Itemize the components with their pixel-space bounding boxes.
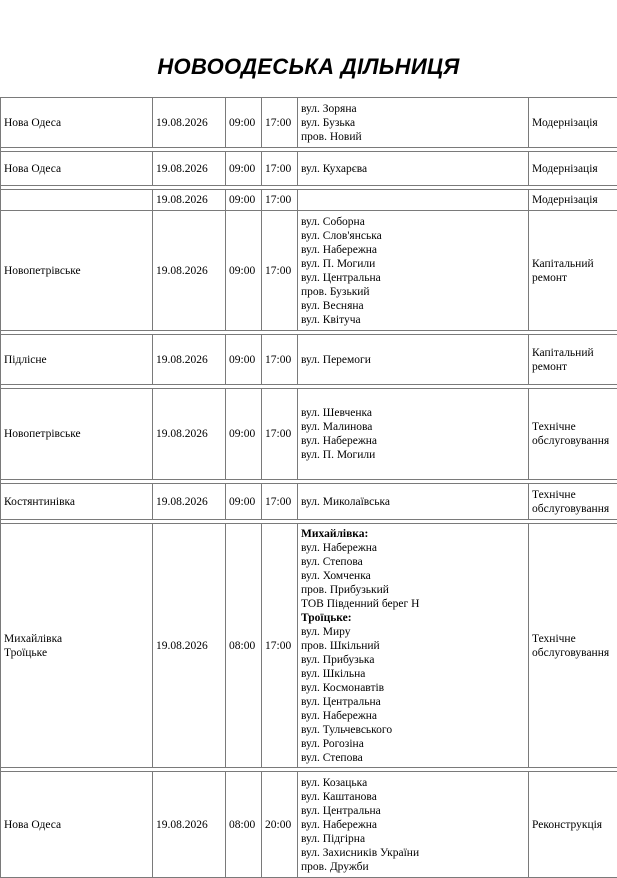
start-time-cell: 09:00: [226, 484, 262, 520]
work-type-cell: Реконструкція: [529, 772, 617, 878]
start-time-cell: 09:00: [226, 98, 262, 148]
date-cell: 19.08.2026: [153, 524, 226, 768]
streets-cell: [298, 389, 529, 480]
street-item: пров. Шкільний: [301, 639, 525, 653]
street-item: вул. Миколаївська: [301, 495, 525, 509]
street-item: пров. Новий: [301, 130, 525, 144]
street-item: вул. Кухарєва: [301, 162, 525, 176]
settlement-cell: Михайлівка Троїцьке: [1, 524, 153, 768]
street-item: вул. Малинова: [301, 420, 525, 434]
end-time-cell: 17:00: [262, 211, 298, 331]
end-time-cell: 17:00: [262, 98, 298, 148]
streets-cell: [298, 211, 529, 331]
streets-cell: [298, 772, 529, 878]
end-time-cell: 20:00: [262, 772, 298, 878]
work-type-cell: Технічне обслуговування: [529, 524, 617, 768]
end-time-cell: 17:00: [262, 190, 298, 211]
table-row: [1, 389, 617, 480]
streets-cell: [298, 190, 529, 211]
street-item: ТОВ Південний берег Н: [301, 597, 525, 611]
street-item: вул. Бузька: [301, 116, 525, 130]
street-item: вул. П. Могили: [301, 448, 525, 462]
date-cell: 19.08.2026: [153, 335, 226, 385]
schedule-table: [0, 97, 617, 878]
settlement-cell: Костянтинівка: [1, 484, 153, 520]
street-item: вул. Набережна: [301, 243, 525, 257]
street-item: пров. Бузький: [301, 285, 525, 299]
street-item: вул. Набережна: [301, 434, 525, 448]
street-item: вул. Зоряна: [301, 102, 525, 116]
streets-cell: [298, 152, 529, 186]
street-item: вул. Весняна: [301, 299, 525, 313]
street-item: вул. Космонавтів: [301, 681, 525, 695]
end-time-cell: 17:00: [262, 335, 298, 385]
street-item: вул. Миру: [301, 625, 525, 639]
street-item: вул. Каштанова: [301, 790, 525, 804]
streets-cell: [298, 98, 529, 148]
date-cell: 19.08.2026: [153, 190, 226, 211]
street-item: вул. П. Могили: [301, 257, 525, 271]
start-time-cell: 09:00: [226, 389, 262, 480]
street-item: вул. Слов'янська: [301, 229, 525, 243]
settlement-cell: [1, 190, 153, 211]
street-item: вул. Прибузька: [301, 653, 525, 667]
start-time-cell: 09:00: [226, 335, 262, 385]
start-time-cell: 08:00: [226, 772, 262, 878]
street-item: пров. Дружби: [301, 860, 525, 874]
table-row: [1, 98, 617, 148]
start-time-cell: 09:00: [226, 152, 262, 186]
end-time-cell: 17:00: [262, 524, 298, 768]
street-item: вул. Рогозіна: [301, 737, 525, 751]
street-item: вул. Набережна: [301, 709, 525, 723]
end-time-cell: 17:00: [262, 484, 298, 520]
settlement-cell: Підлісне: [1, 335, 153, 385]
start-time-cell: 09:00: [226, 211, 262, 331]
table-row: [1, 524, 617, 768]
date-cell: 19.08.2026: [153, 211, 226, 331]
work-type-cell: Модернізація: [529, 152, 617, 186]
start-time-cell: 09:00: [226, 190, 262, 211]
table-row: [1, 335, 617, 385]
street-item: пров. Прибузький: [301, 583, 525, 597]
work-type-cell: Модернізація: [529, 98, 617, 148]
street-item: вул. Степова: [301, 555, 525, 569]
end-time-cell: 17:00: [262, 152, 298, 186]
street-item: вул. Перемоги: [301, 353, 525, 367]
settlement-cell: Новопетрівське: [1, 211, 153, 331]
work-type-cell: Технічне обслуговування: [529, 484, 617, 520]
date-cell: 19.08.2026: [153, 389, 226, 480]
settlement-cell: Нова Одеса: [1, 772, 153, 878]
settlement-cell: Нова Одеса: [1, 98, 153, 148]
street-item: вул. Шевченка: [301, 406, 525, 420]
street-item: вул. Степова: [301, 751, 525, 765]
street-item: вул. Квітуча: [301, 313, 525, 327]
work-type-cell: Технічне обслуговування: [529, 389, 617, 480]
group-heading: Михайлівка:: [301, 527, 525, 541]
work-type-cell: Капітальний ремонт: [529, 335, 617, 385]
table-row: [1, 152, 617, 186]
settlement-cell: Нова Одеса: [1, 152, 153, 186]
street-item: вул. Захисників України: [301, 846, 525, 860]
street-item: вул. Шкільна: [301, 667, 525, 681]
start-time-cell: 08:00: [226, 524, 262, 768]
street-item: вул. Підгірна: [301, 832, 525, 846]
table-row: [1, 484, 617, 520]
street-item: вул. Козацька: [301, 776, 525, 790]
work-type-cell: Модернізація: [529, 190, 617, 211]
street-item: вул. Центральна: [301, 271, 525, 285]
street-item: вул. Центральна: [301, 695, 525, 709]
street-item: вул. Хомченка: [301, 569, 525, 583]
table-row: [1, 772, 617, 878]
table-row: [1, 211, 617, 331]
end-time-cell: 17:00: [262, 389, 298, 480]
street-item: вул. Набережна: [301, 818, 525, 832]
group-heading: Троїцьке:: [301, 611, 525, 625]
settlement-cell: Новопетрівське: [1, 389, 153, 480]
street-item: вул. Набережна: [301, 541, 525, 555]
date-cell: 19.08.2026: [153, 772, 226, 878]
date-cell: 19.08.2026: [153, 484, 226, 520]
streets-cell: [298, 524, 529, 768]
page-title: НОВООДЕСЬКА ДІЛЬНИЦЯ: [0, 54, 617, 80]
date-cell: 19.08.2026: [153, 152, 226, 186]
work-type-cell: Капітальний ремонт: [529, 211, 617, 331]
streets-cell: [298, 335, 529, 385]
street-item: вул. Соборна: [301, 215, 525, 229]
date-cell: 19.08.2026: [153, 98, 226, 148]
street-item: вул. Центральна: [301, 804, 525, 818]
streets-cell: [298, 484, 529, 520]
table-row: [1, 190, 617, 211]
street-item: вул. Тульчевського: [301, 723, 525, 737]
